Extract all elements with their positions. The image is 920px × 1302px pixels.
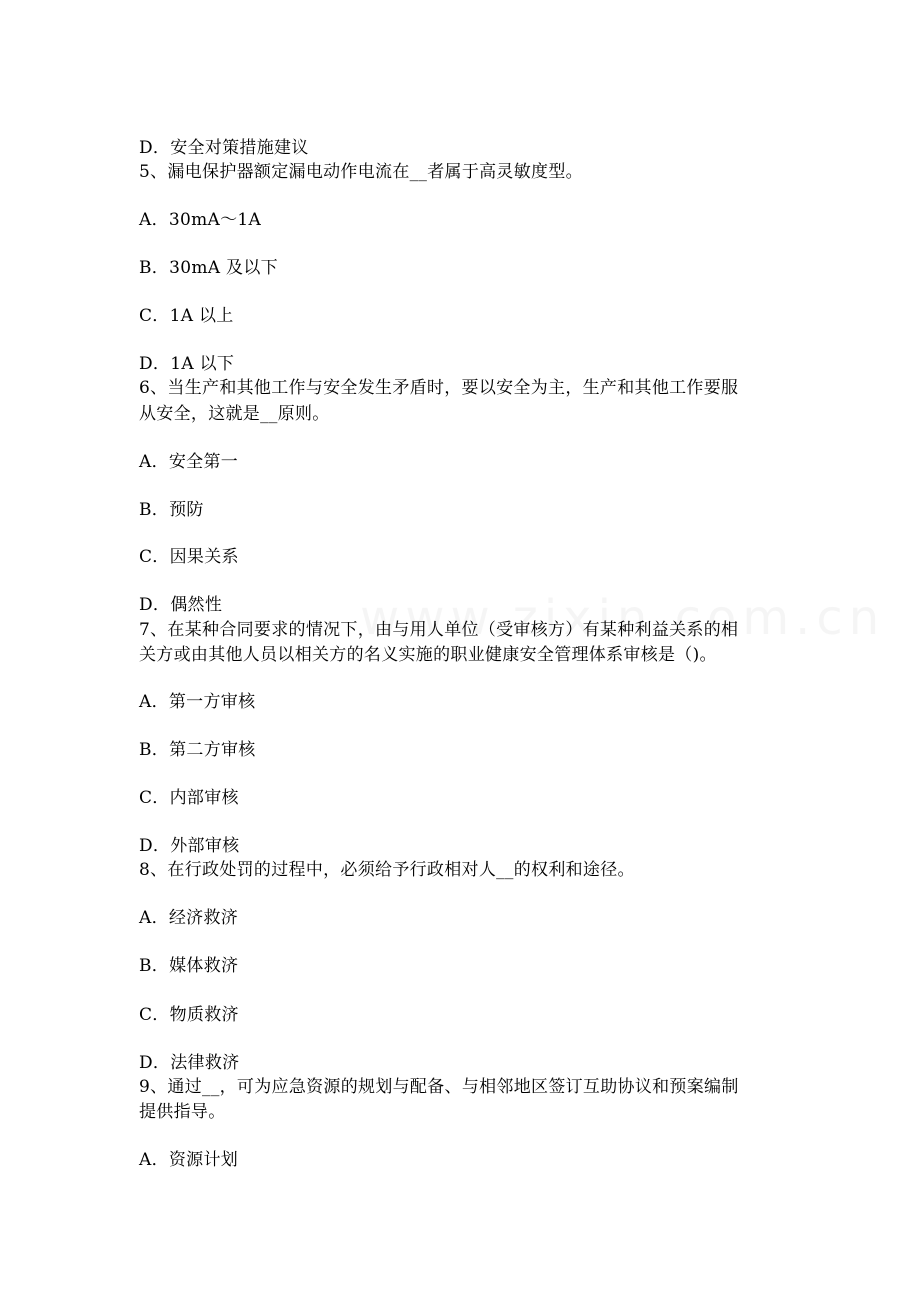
q5-stem: 5、漏电保护器额定漏电动作电流在__者属于高灵敏度型。 xyxy=(139,162,583,182)
q9-stem-line2: 提供指导。 xyxy=(139,1102,226,1122)
q7-option-a: A．第一方审核 xyxy=(139,692,256,712)
q6-stem-line2: 从安全，这就是__原则。 xyxy=(139,404,330,424)
q8-option-b: B．媒体救济 xyxy=(139,956,239,976)
q7-option-d: D．外部审核 xyxy=(139,836,240,856)
q5-option-a: A．30mA～1A xyxy=(139,210,262,230)
q5-option-c: C．1A 以上 xyxy=(139,306,234,326)
q6-stem-line1: 6、当生产和其他工作与安全发生矛盾时，要以安全为主，生产和其他工作要服 xyxy=(139,378,739,398)
q5-option-d: D．1A 以下 xyxy=(139,354,235,374)
q6-option-d: D．偶然性 xyxy=(139,595,223,615)
q6-option-a: A．安全第一 xyxy=(139,452,239,472)
q9-stem-line1: 9、通过__，可为应急资源的规划与配备、与相邻地区签订互助协议和预案编制 xyxy=(139,1077,739,1097)
q6-option-c: C．因果关系 xyxy=(139,547,239,567)
q6-option-b: B．预防 xyxy=(139,500,204,520)
q9-option-a: A．资源计划 xyxy=(139,1150,239,1170)
q8-option-d: D．法律救济 xyxy=(139,1053,240,1073)
q7-stem-line1: 7、在某种合同要求的情况下，由与用人单位（受审核方）有某种利益关系的相 xyxy=(139,620,739,640)
q4-option-d: D．安全对策措施建议 xyxy=(139,138,309,158)
q8-option-c: C．物质救济 xyxy=(139,1005,239,1025)
q8-stem: 8、在行政处罚的过程中，必须给予行政相对人__的权利和途径。 xyxy=(139,860,635,880)
q7-stem-line2: 关方或由其他人员以相关方的名义实施的职业健康安全管理体系审核是（)。 xyxy=(139,645,717,665)
q7-option-c: C．内部审核 xyxy=(139,788,239,808)
q5-option-b: B．30mA 及以下 xyxy=(139,258,278,278)
q8-option-a: A．经济救济 xyxy=(139,908,239,928)
q7-option-b: B．第二方审核 xyxy=(139,740,256,760)
